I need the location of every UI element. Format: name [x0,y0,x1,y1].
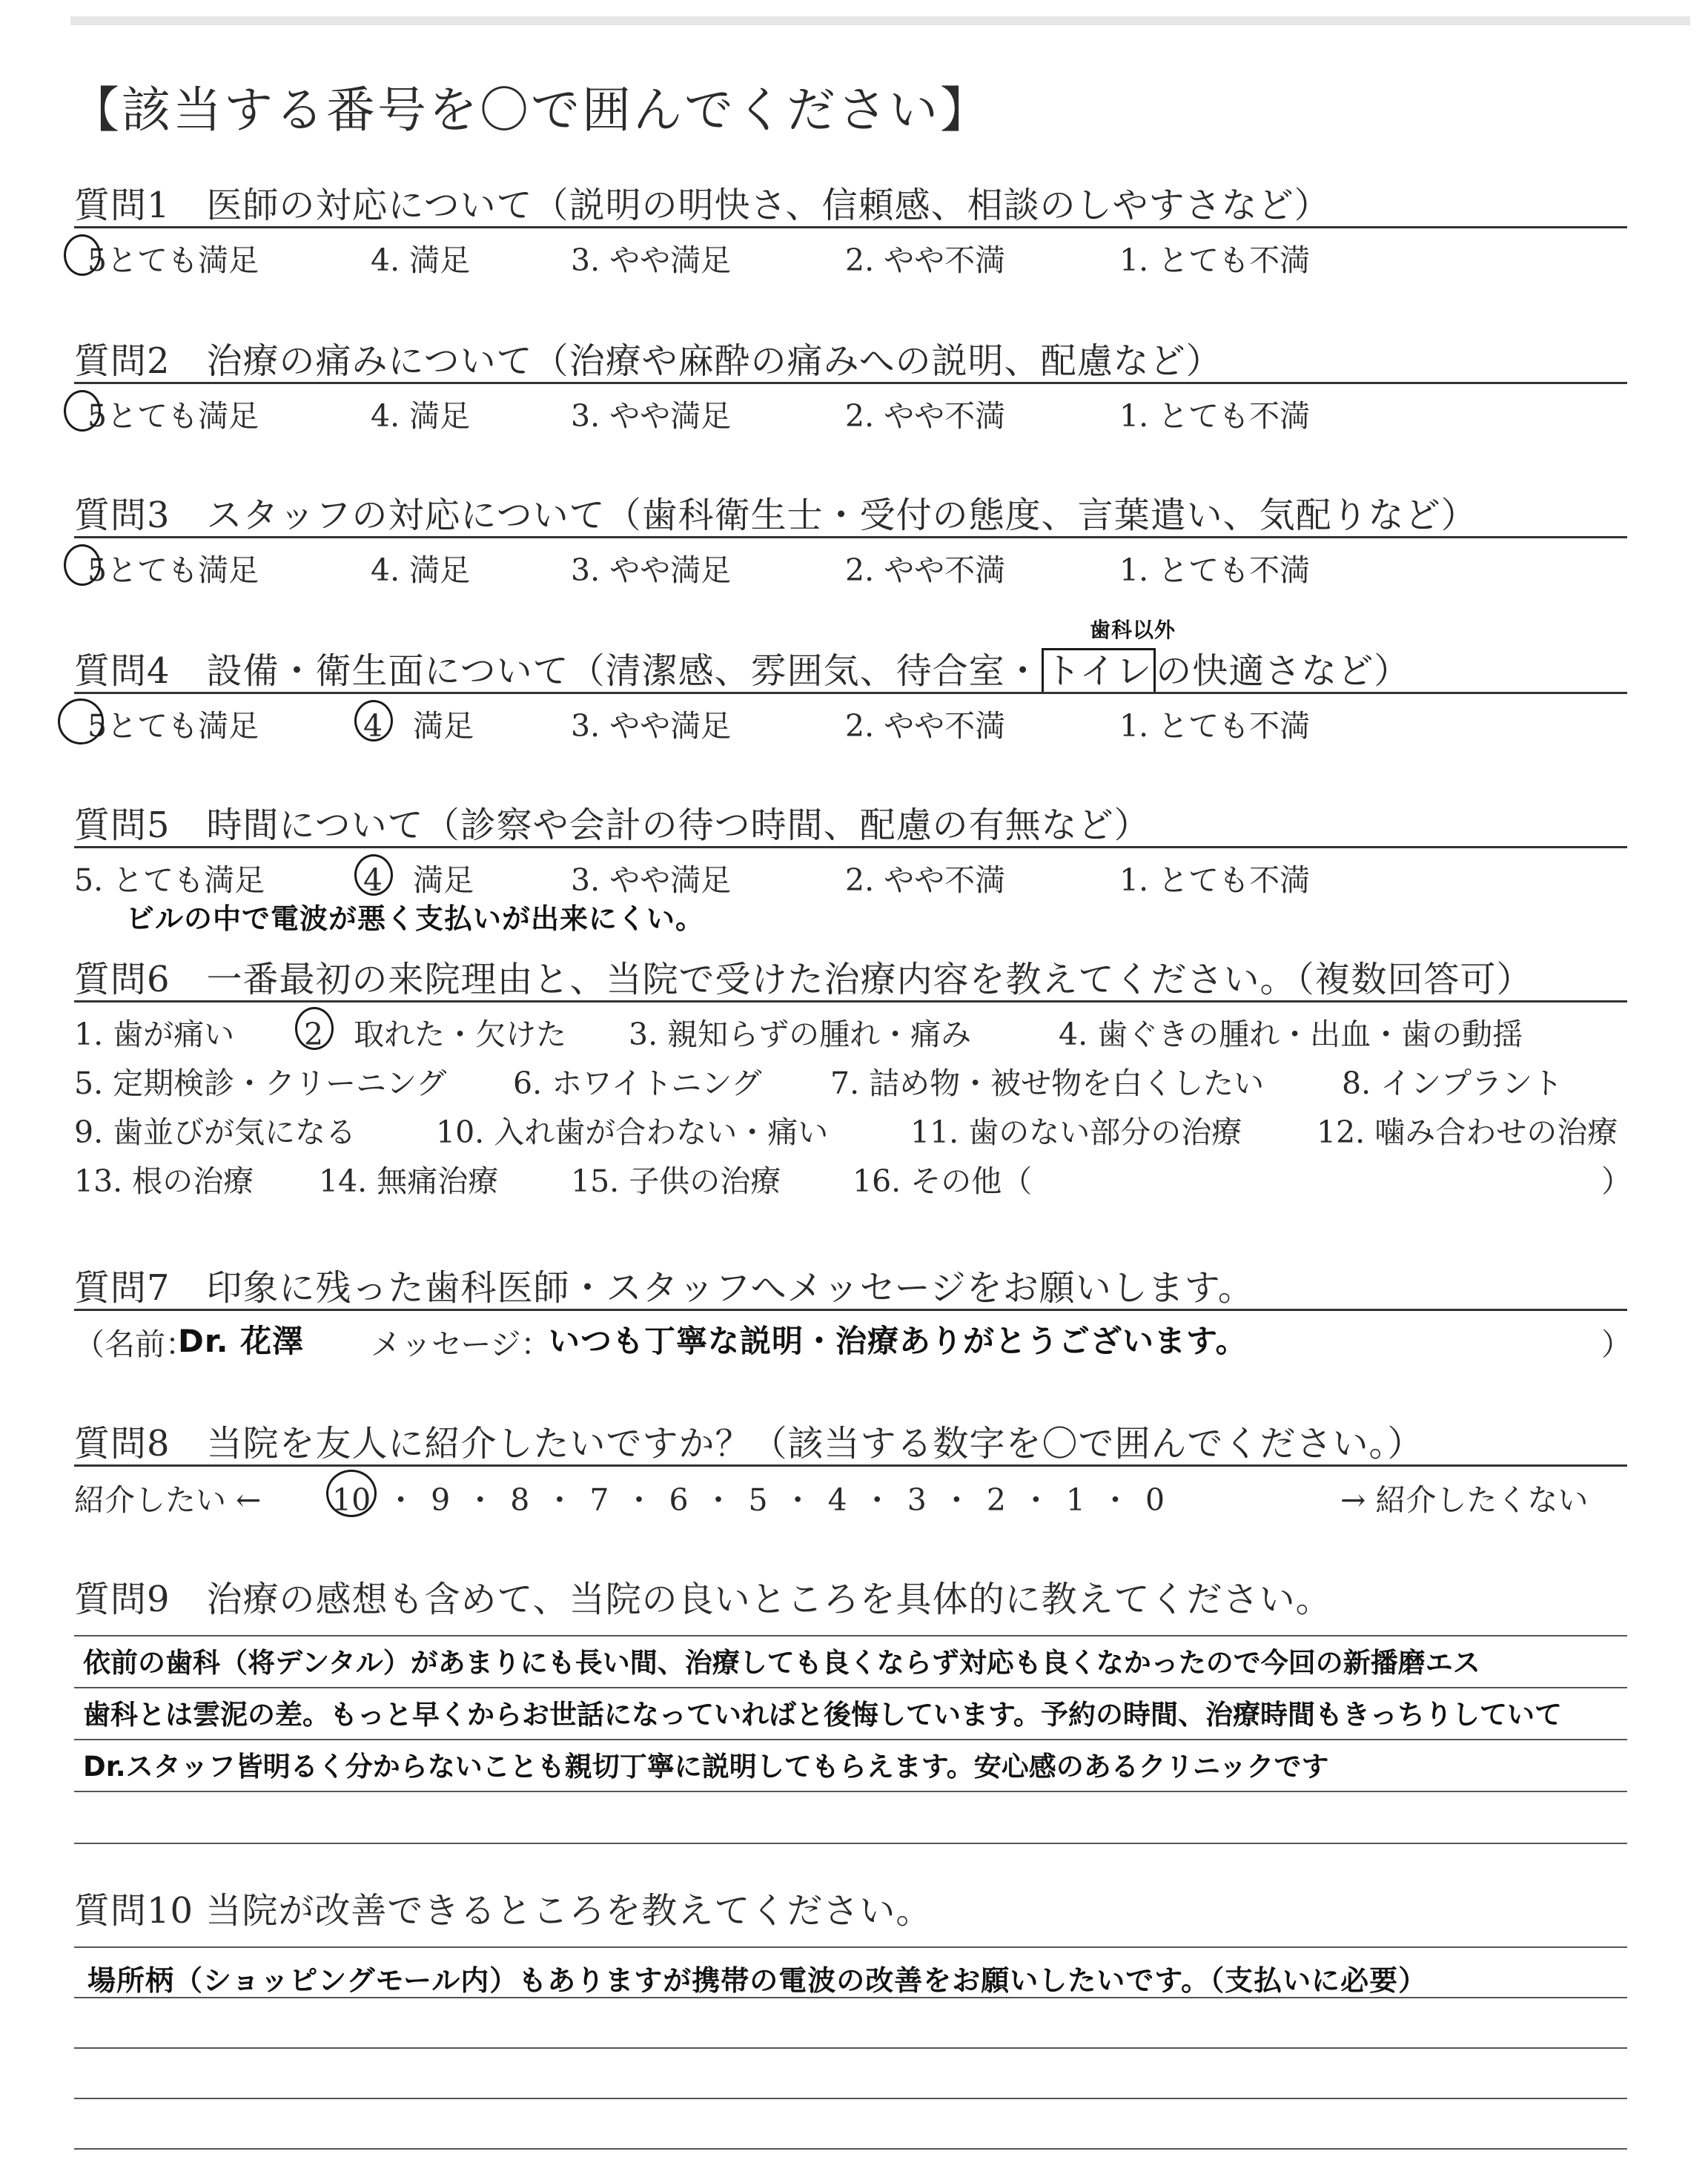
q4-option-2[interactable]: 2. やや不満 [845,708,1006,744]
q8-scale-separator: ・ [465,1482,496,1518]
page-title: 【該当する番号を〇で囲んでください】 [70,82,991,139]
q4-answer-circle-4 [354,700,393,742]
q5-option-2[interactable]: 2. やや不満 [845,862,1006,898]
q6-option-6[interactable]: 6. ホワイトニング [513,1066,762,1101]
q8-scale-value-10[interactable]: 10 [332,1482,371,1518]
question-2-rule [74,382,1627,384]
q8-right-label: → 紹介したくない [1340,1482,1589,1518]
question-1-title: 質問1 医師の対応について（説明の明快さ、信頼感、相談のしやすさなど） [74,185,1331,226]
q8-scale-separator: ・ [782,1482,813,1518]
q6-option-12[interactable]: 12. 噛み合わせの治療 [1317,1114,1618,1150]
q9-answer-line-1[interactable]: 依前の歯科（将デンタル）があまりにも長い間、治療しても良くならず対応も良くなかったので今回の新播磨エス [83,1647,1480,1679]
q8-scale-value-8[interactable]: 8 [510,1482,530,1518]
q9-answer-rule-4 [74,1791,1627,1792]
q4-handwritten-annotation: 歯科以外 [1090,618,1176,642]
q8-scale-separator: ・ [941,1482,972,1518]
q1-option-1[interactable]: 1. とても不満 [1119,242,1311,278]
q6-option-15[interactable]: 15. 子供の治療 [571,1163,781,1199]
q1-option-2[interactable]: 2. やや不満 [845,242,1006,278]
q4-option-1[interactable]: 1. とても不満 [1119,708,1311,744]
question-10-title: 質問10 当院が改善できるところを教えてください。 [74,1890,933,1932]
q5-option-5[interactable]: 5. とても満足 [74,862,265,898]
q5-handwritten-note: ビルの中で電波が悪く支払いが出来にくい。 [126,902,705,935]
question-5-title: 質問5 時間について（診察や会計の待つ時間、配慮の有無など） [74,805,1151,846]
q3-option-5[interactable]: 5とても満足 [87,552,259,588]
q1-option-4[interactable]: 4. 満足 [371,242,471,278]
q8-scale-separator: ・ [703,1482,734,1518]
q6-option-11[interactable]: 11. 歯のない部分の治療 [910,1114,1242,1150]
q6-option-5[interactable]: 5. 定期検診・クリーニング [74,1066,447,1101]
q6-option-16[interactable]: 16. その他（ [853,1163,1033,1199]
q7-message-value[interactable]: いつも丁寧な説明・治療ありがとうございます。 [549,1323,1248,1359]
q8-scale-value-5[interactable]: 5 [748,1482,768,1518]
q8-scale-value-3[interactable]: 3 [907,1482,927,1518]
q3-option-1[interactable]: 1. とても不満 [1119,552,1311,588]
q9-answer-rule-3 [74,1739,1627,1740]
q6-option-2[interactable]: 2 取れた・欠けた [304,1017,567,1052]
q4-option-3[interactable]: 3. やや満足 [571,708,732,744]
question-1-rule [74,226,1627,228]
q6-option-3[interactable]: 3. 親知らずの腫れ・痛み [629,1017,972,1052]
q9-answer-rule-1 [74,1635,1627,1636]
q6-option-13[interactable]: 13. 根の治療 [74,1163,254,1199]
q7-name-value[interactable]: Dr. 花澤 [178,1323,305,1359]
scan-edge [70,16,1690,25]
q8-scale-separator: ・ [1020,1482,1051,1518]
q4-option-4[interactable]: 4 満足 [363,708,474,744]
q10-answer-rule-1 [74,1946,1627,1948]
q4-answer-circle-5 [58,698,104,744]
q8-scale-separator: ・ [385,1482,417,1518]
q8-left-label: 紹介したい ← [74,1482,262,1518]
q2-option-2[interactable]: 2. やや不満 [845,398,1006,434]
q6-option-10[interactable]: 10. 入れ歯が合わない・痛い [436,1114,829,1150]
q2-option-3[interactable]: 3. やや満足 [571,398,732,434]
question-4-rule [74,692,1627,694]
question-2-title: 質問2 治療の痛みについて（治療や麻酔の痛みへの説明、配慮など） [74,340,1222,382]
q8-scale-value-6[interactable]: 6 [669,1482,689,1518]
q3-answer-circle [64,544,101,586]
question-7-title: 質問7 印象に残った歯科医師・スタッフへメッセージをお願いします。 [74,1267,1254,1309]
q6-option-8[interactable]: 8. インプラント [1342,1066,1563,1101]
q8-answer-circle [326,1470,377,1517]
question-8-rule [74,1464,1627,1467]
q7-name-label: （名前： [74,1327,196,1362]
q6-option-1[interactable]: 1. 歯が痛い [74,1017,235,1052]
q2-option-1[interactable]: 1. とても不満 [1119,398,1311,434]
q8-scale [332,1476,1165,1519]
question-7-rule [74,1309,1627,1311]
question-6-rule [74,1000,1627,1003]
q4-boxed-word: トイレ [1042,648,1156,694]
q4-option-5[interactable]: 5とても満足 [87,708,259,744]
q6-answer-circle [295,1007,334,1050]
question-6-title: 質問6 一番最初の来院理由と、当院で受けた治療内容を教えてください。（複数回答可） [74,959,1533,1000]
q3-option-4[interactable]: 4. 満足 [371,552,471,588]
q2-option-5[interactable]: 5とても満足 [87,398,259,434]
q8-scale-value-4[interactable]: 4 [827,1482,847,1518]
q2-option-4[interactable]: 4. 満足 [371,398,471,434]
q8-scale-value-7[interactable]: 7 [589,1482,609,1518]
q1-option-5[interactable]: 5とても満足 [87,242,259,278]
question-5-rule [74,846,1627,848]
q9-answer-line-2[interactable]: 歯科とは雲泥の差。もっと早くからお世話になっていればと後悔しています。予約の時間、治療時間もきっちりしていて [83,1699,1563,1731]
q8-scale-separator: ・ [861,1482,893,1518]
q7-message-label: メッセージ： [371,1327,552,1362]
q8-scale-value-0[interactable]: 0 [1145,1482,1165,1518]
q6-option-14[interactable]: 14. 無痛治療 [319,1163,499,1199]
question-9-title: 質問9 治療の感想も含めて、当院の良いところを具体的に教えてください。 [74,1579,1332,1620]
q5-answer-circle [354,854,393,896]
q10-answer-rule-5 [74,2148,1627,2150]
q6-option-7[interactable]: 7. 詰め物・被せ物を白くしたい [830,1066,1265,1101]
question-4-title: 質問4 設備・衛生面について（清潔感、雰囲気、待合室・ トイレ の快適さなど） [74,642,1410,693]
q8-scale-value-2[interactable]: 2 [986,1482,1006,1518]
q6-option-16-close: ） [1601,1163,1632,1199]
q8-scale-separator: ・ [623,1482,655,1518]
q5-option-3[interactable]: 3. やや満足 [571,862,732,898]
q10-answer-rule-3 [74,2047,1627,2049]
q9-answer-rule-5 [74,1843,1627,1844]
q10-answer-rule-4 [74,2098,1627,2099]
q1-answer-circle [64,234,101,276]
q8-scale-separator: ・ [544,1482,575,1518]
q3-option-3[interactable]: 3. やや満足 [571,552,732,588]
question-8-title: 質問8 当院を友人に紹介したいですか？（該当する数字を〇で囲んでください。） [74,1423,1424,1464]
q8-scale-value-1[interactable]: 1 [1065,1482,1086,1518]
q8-scale-value-9[interactable]: 9 [431,1482,451,1518]
q7-close: ） [1601,1327,1632,1362]
q3-option-2[interactable]: 2. やや不満 [845,552,1006,588]
q9-answer-rule-2 [74,1687,1627,1688]
q10-answer-line-1[interactable]: 場所柄（ショッピングモール内）もありますが携帯の電波の改善をお願いしたいです。（支払いに必要） [87,1964,1428,1997]
q1-option-3[interactable]: 3. やや満足 [571,242,732,278]
q8-scale-separator: ・ [1100,1482,1131,1518]
q5-option-4[interactable]: 4 満足 [363,862,474,898]
q2-answer-circle [64,390,101,432]
q6-option-4[interactable]: 4. 歯ぐきの腫れ・出血・歯の動揺 [1059,1017,1523,1052]
question-3-rule [74,536,1627,538]
q6-option-9[interactable]: 9. 歯並びが気になる [74,1114,357,1150]
question-3-title: 質問3 スタッフの対応について（歯科衛生士・受付の態度、言葉遣い、気配りなど） [74,495,1477,536]
q5-option-1[interactable]: 1. とても不満 [1119,862,1311,898]
q9-answer-line-3[interactable]: Dr.スタッフ皆明るく分からないことも親切丁寧に説明してもらえます。安心感のあるクリニックです [83,1751,1329,1783]
